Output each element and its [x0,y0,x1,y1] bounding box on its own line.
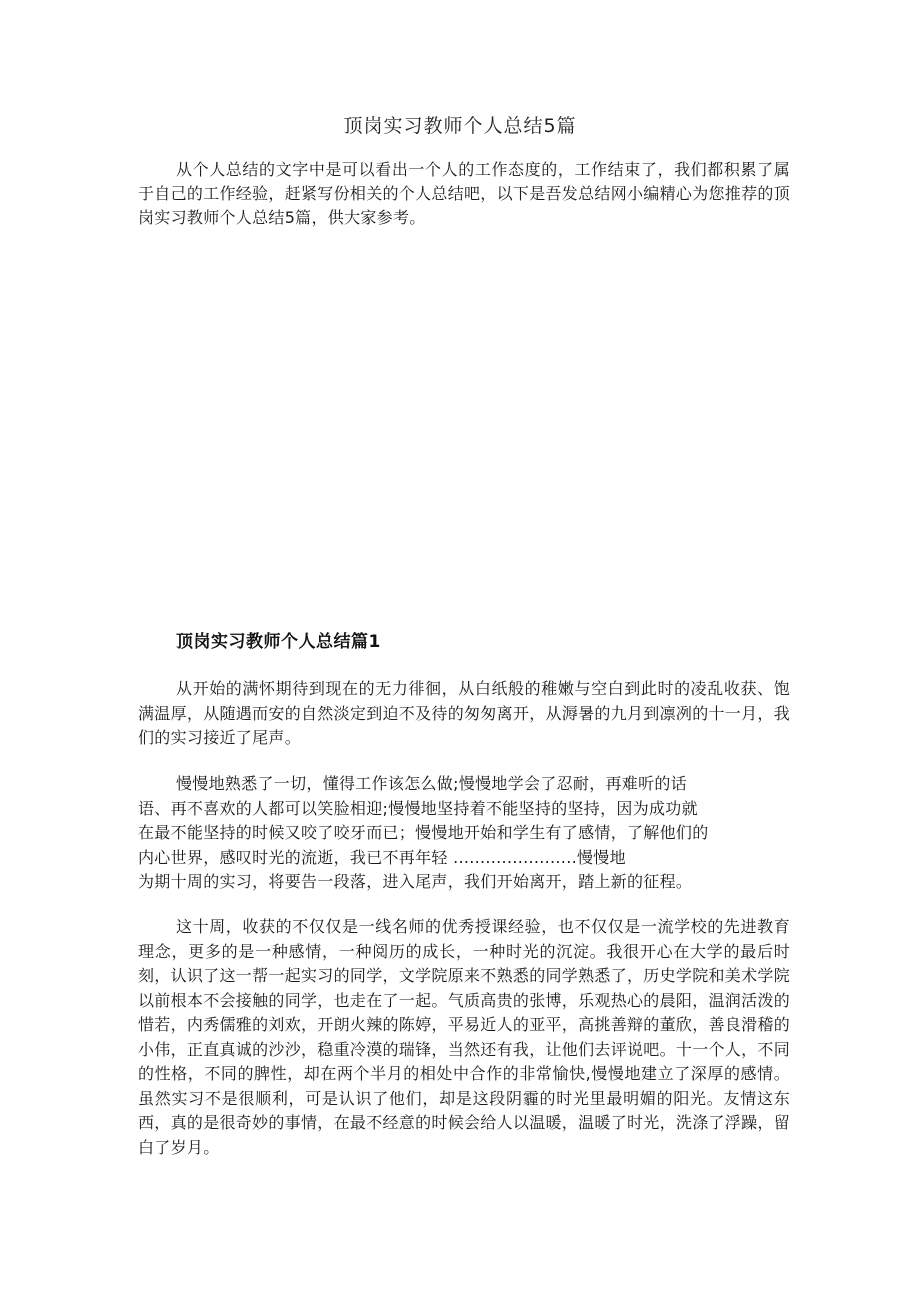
paragraph-line: 内心世界，感叹时光的流逝，我已不再年轻 .......................慢慢地 [138,847,626,867]
paragraph-line: 慢慢地熟悉了一切，懂得工作该怎么做;慢慢地学会了忍耐，再难听的话 [176,774,687,793]
document-title: 顶岗实习教师个人总结5篇 [343,115,577,137]
body-paragraph-1: 从开始的满怀期待到现在的无力徘徊，从白纸般的稚嫩与空白到此时的凌乱收获、饱满温厚，从随遇而安的自然淡定到迫不及待的匆匆离开，从溽暑的九月到凛冽的十一月，我们的实习接近了尾声。 [138,679,791,747]
body-paragraph-2 [138,772,790,895]
body-paragraph-3: 这十周，收获的不仅仅是一线名师的优秀授课经验，也不仅仅是一流学校的先进教育理念，更多的是一种感情，一种阅历的成长，一种时光的沉淀。我很开心在大学的最后时刻，认识了这一帮一起实习的同学，文学院原来不熟悉的同学熟悉了，历史学院和美术学院以前根本不会接触的同学，也走在了一起。气质高贵的张博，乐观热心的晨阳，温润活泼的惜若，内秀儒雅的刘欢，开朗火辣的陈婷，平易近人的亚平，高挑善辩的董欣，善良滑稽的小伟，正直真诚的沙沙，稳重冷漠的瑞锋，当然还有我，让他们去评说吧。十一个人，不同的性格，不同的脾性，却在两个半月的相处中合作的非常愉快,慢慢地建立了深厚的感情。虽然实习不是很顺利，可是认识了他们，却是这段阴霾的时光里最明媚的阳光。友情这东西，真的是很奇妙的事情，在最不经意的时候会给人以温暖，温暖了时光，洗涤了浮躁，留白了岁月。 [138,917,791,1157]
paragraph-line: 在最不能坚持的时候又咬了咬牙而已；慢慢地开始和学生有了感情，了解他们的 [138,823,709,842]
intro-paragraph: 从个人总结的文字中是可以看出一个人的工作态度的，工作结束了，我们都积累了属于自己的工作经验，赶紧写份相关的个人总结吧，以下是吾发总结网小编精心为您推荐的顶岗实习教师个人总结5篇，供大家参考。 [138,160,791,227]
paragraph-line: 语、再不喜欢的人都可以笑脸相迎;慢慢地坚持着不能坚持的坚持，因为成功就 [138,798,698,818]
section-heading: 顶岗实习教师个人总结篇1 [176,632,381,652]
paragraph-line: 为期十周的实习，将要告一段落，进入尾声，我们开始离开，踏上新的征程。 [138,872,693,891]
